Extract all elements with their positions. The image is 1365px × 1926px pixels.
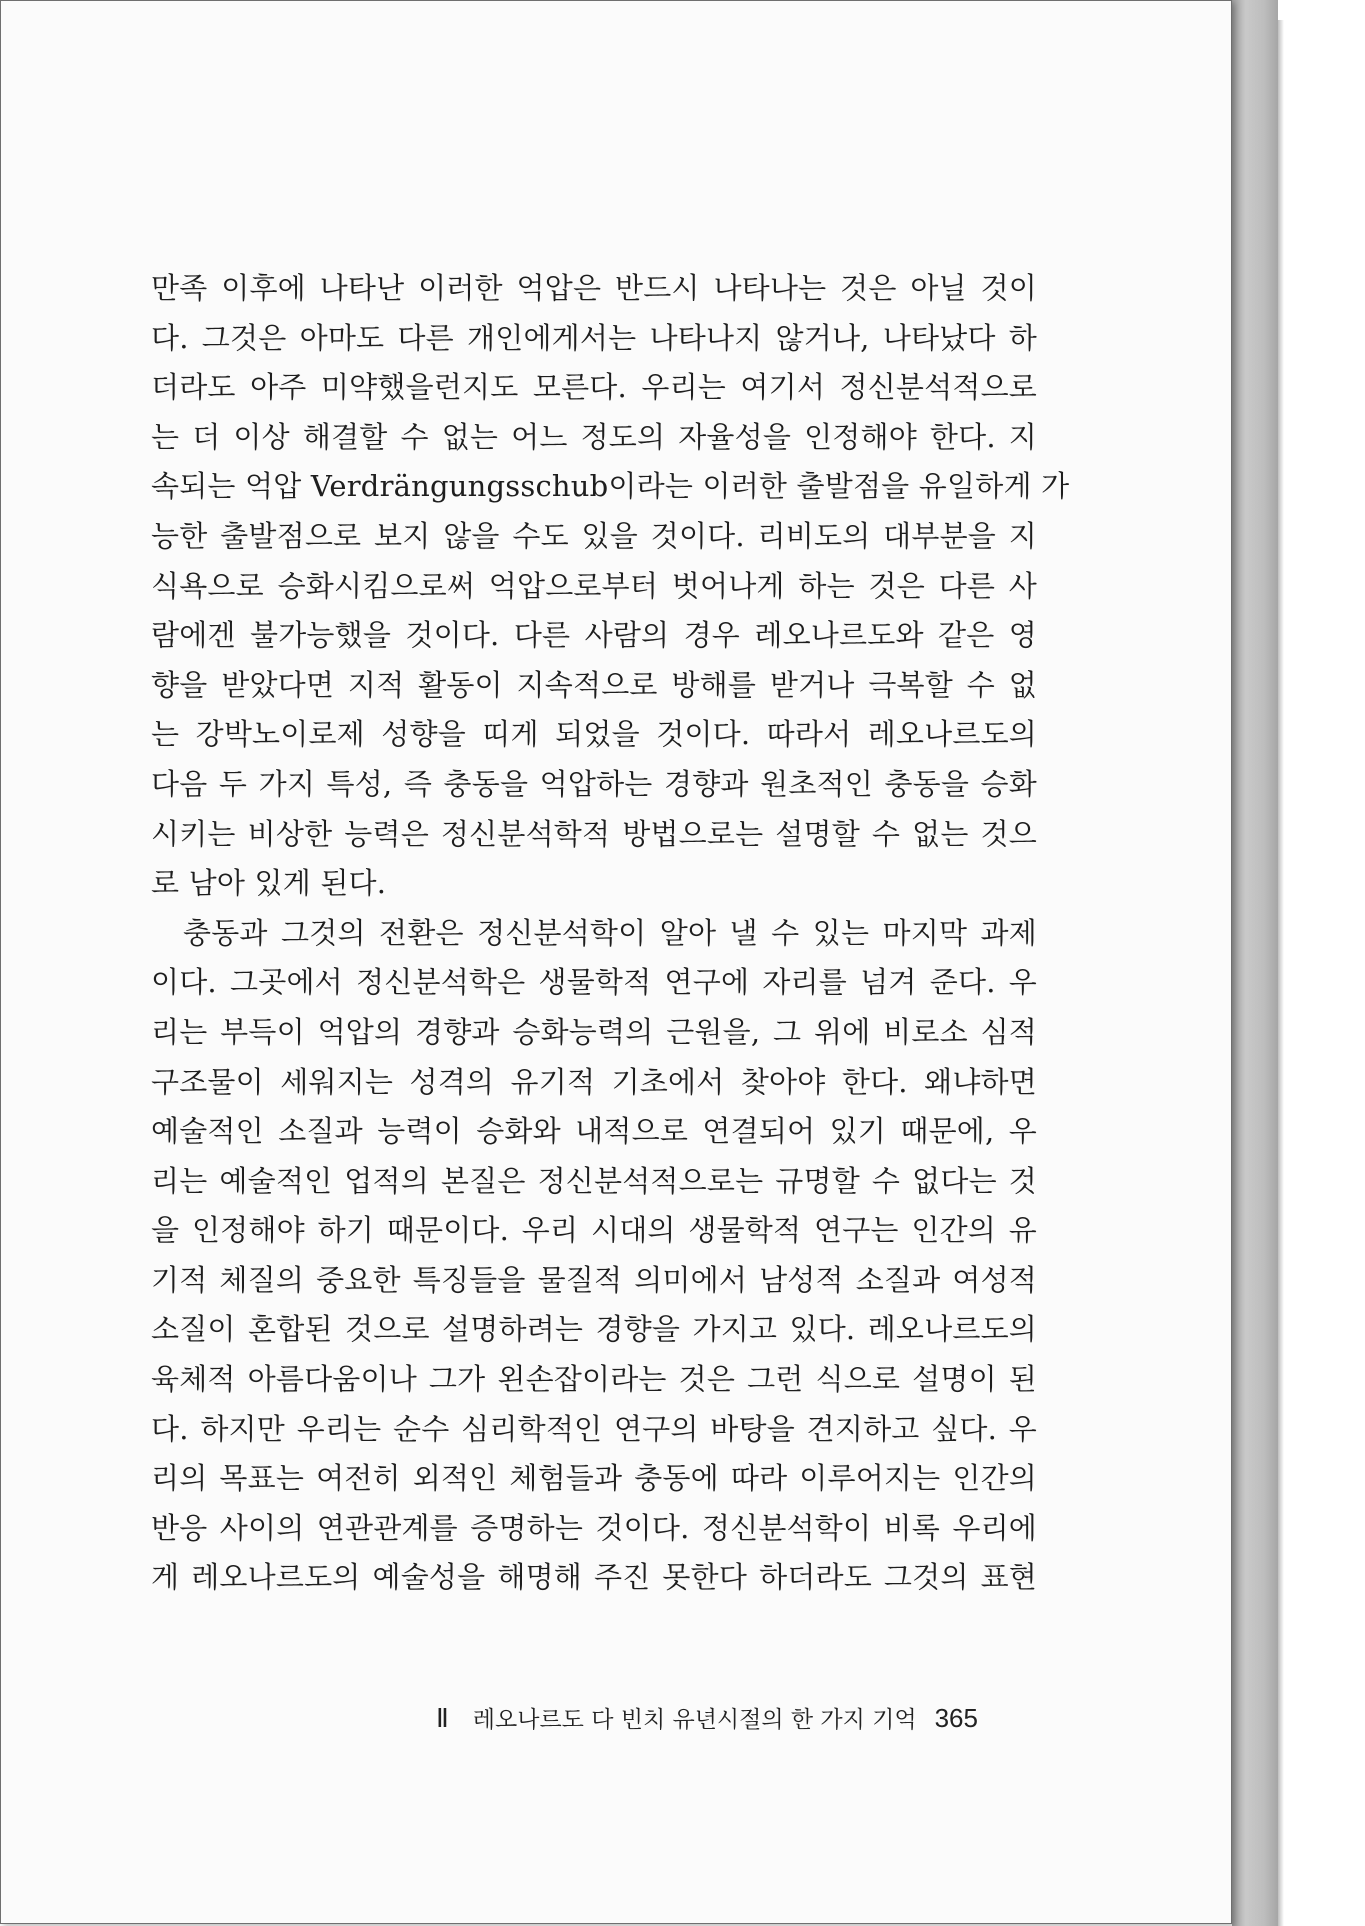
- book-edge-shadow: [1278, 20, 1284, 1926]
- text-line: 로 남아 있게 된다.: [151, 866, 387, 901]
- text-line: 다음 두 가지 특성, 즉 충동을 억압하는 경향과 원초적인 충동을 승화: [151, 766, 1037, 801]
- text-line: 람에겐 불가능했을 것이다. 다른 사람의 경우 레오나르도와 같은 영: [151, 618, 1037, 653]
- text-line: 다. 하지만 우리는 순수 심리학적인 연구의 바탕을 견지하고 싶다. 우: [151, 1411, 1037, 1446]
- text-line: 능한 출발점으로 보지 않을 수도 있을 것이다. 리비도의 대부분을 지: [151, 518, 1037, 553]
- running-footer: [436, 1701, 1006, 1734]
- text-line: 이다. 그곳에서 정신분석학은 생물학적 연구에 자리를 넘겨 준다. 우: [151, 965, 1037, 1000]
- text-line: 속되는 억압 Verdrängungsschub이라는 이러한 출발점을 유일하게 가: [151, 469, 1070, 504]
- text-line: 충동과 그것의 전환은 정신분석학이 알아 낼 수 있는 마지막 과제: [183, 915, 1037, 950]
- text-line: 반응 사이의 연관관계를 증명하는 것이다. 정신분석학이 비록 우리에: [151, 1510, 1037, 1545]
- text-line: 향을 받았다면 지적 활동이 지속적으로 방해를 받거나 극복할 수 없: [151, 667, 1037, 702]
- text-line: 는 더 이상 해결할 수 없는 어느 정도의 자율성을 인정해야 한다. 지: [151, 419, 1037, 454]
- page-number: 365: [934, 1703, 978, 1733]
- text-line: 리는 예술적인 업적의 본질은 정신분석적으로는 규명할 수 없다는 것: [151, 1163, 1037, 1198]
- text-line: 리의 목표는 여전히 외적인 체험들과 충동에 따라 이루어지는 인간의: [151, 1461, 1037, 1496]
- text-line: 는 강박노이로제 성향을 띠게 되었을 것이다. 따라서 레오나르도의: [151, 717, 1037, 752]
- text-line: 리는 부득이 억압의 경향과 승화능력의 근원을, 그 위에 비로소 심적: [151, 1014, 1037, 1049]
- text-line: 기적 체질의 중요한 특징들을 물질적 의미에서 남성적 소질과 여성적: [151, 1262, 1037, 1297]
- text-line: 육체적 아름다움이나 그가 왼손잡이라는 것은 그런 식으로 설명이 된: [151, 1362, 1037, 1397]
- text-line: 구조물이 세워지는 성격의 유기적 기초에서 찾아야 한다. 왜냐하면: [151, 1064, 1037, 1099]
- book-edge: [1232, 0, 1278, 1926]
- text-line: 더라도 아주 미약했을런지도 모른다. 우리는 여기서 정신분석적으로: [151, 370, 1037, 405]
- chapter-title: 레오나르도 다 빈치 유년시절의 한 가지 기억: [472, 1707, 917, 1733]
- part-number: Ⅱ: [436, 1704, 449, 1733]
- text-line: 소질이 혼합된 것으로 설명하려는 경향을 가지고 있다. 레오나르도의: [151, 1312, 1037, 1347]
- page-body-text: [151, 264, 1070, 1603]
- text-line: 을 인정해야 하기 때문이다. 우리 시대의 생물학적 연구는 인간의 유: [151, 1213, 1037, 1248]
- text-line: 식욕으로 승화시킴으로써 억압으로부터 벗어나게 하는 것은 다른 사: [151, 568, 1037, 603]
- text-line: 예술적인 소질과 능력이 승화와 내적으로 연결되어 있기 때문에, 우: [151, 1114, 1037, 1149]
- text-line: 시키는 비상한 능력은 정신분석학적 방법으로는 설명할 수 없는 것으: [151, 816, 1037, 851]
- text-line: 만족 이후에 나타난 이러한 억압은 반드시 나타나는 것은 아닐 것이: [151, 271, 1037, 305]
- text-line: 다. 그것은 아마도 다른 개인에게서는 나타나지 않거나, 나타났다 하: [151, 320, 1037, 355]
- text-line: 게 레오나르도의 예술성을 해명해 주진 못한다 하더라도 그것의 표현: [151, 1560, 1037, 1595]
